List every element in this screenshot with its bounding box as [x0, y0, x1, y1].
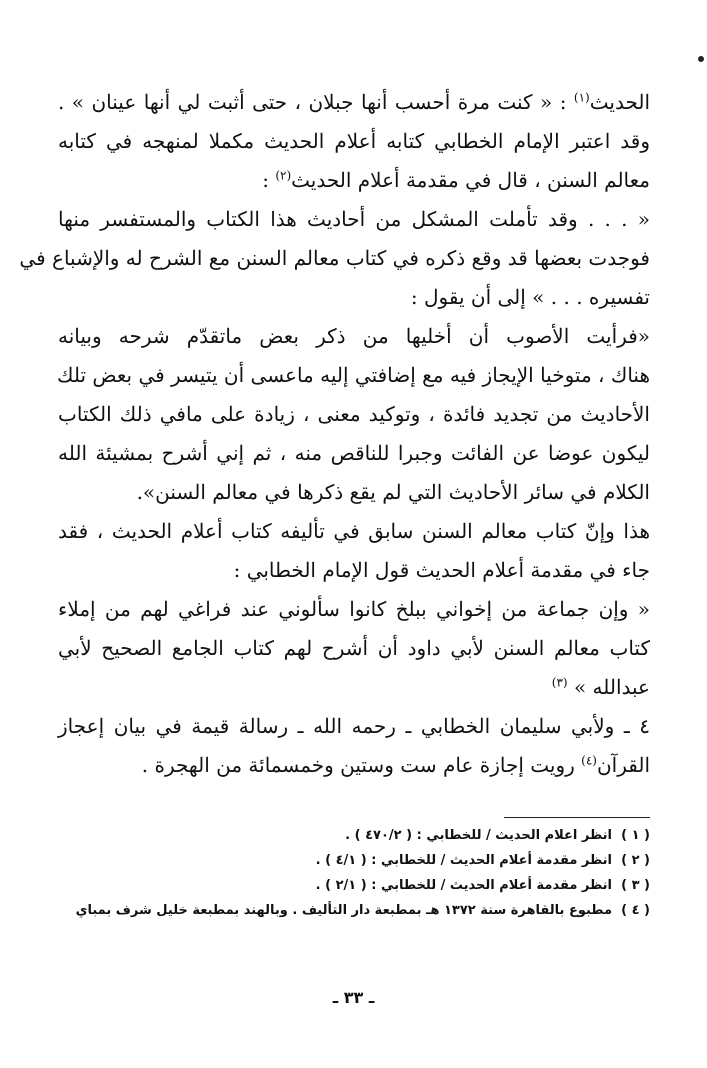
footnote-text: مطبوع بالقاهرة سنة ١٣٧٢ هـ بمطبعة دار التأليف . وبالهند بمطبعة خليل شرف بمباي: [75, 903, 612, 918]
text-line-4: « . . . وقد تأملت المشكل من أحاديث هذا الكتاب والمستفسر منها: [58, 207, 650, 231]
footnote-number: ( ٢ ): [621, 853, 650, 868]
footnote-divider: [504, 817, 650, 818]
footnote-number: ( ٣ ): [621, 878, 650, 893]
text-line-8: هناك ، متوخيا الإيجاز فيه مع إضافتي إليه ماعسى أن يتيسر في بعض تلك: [56, 363, 650, 387]
text-line-3: معالم السنن ، قال في مقدمة أعلام الحديث$^{(٢)}$ :: [262, 168, 650, 192]
text-line-6: تفسيره . . . » إلى أن يقول :: [410, 285, 650, 309]
text-line-18: القرآن$^{(٤)}$ رويت إجازة عام ست وستين وخمسمائة من الهجرة .: [141, 753, 650, 777]
text-line-2: وقد اعتبر الإمام الخطابي كتابه أعلام الحديث مكملا لمنهجه في كتابه: [58, 129, 651, 153]
footnote-4: [40, 901, 650, 921]
margin-dot: [698, 56, 704, 62]
text-line-7: «فرأيت الأصوب أن أخليها من ذكر بعض ماتقدّم شرحه وبيانه: [58, 324, 650, 348]
footnote-1: [40, 826, 650, 846]
text-line-12: هذا وإنّ كتاب معالم السنن سابق في تأليفه كتاب أعلام الحديث ، فقد: [58, 519, 650, 543]
footnote-ref-1: (١): [573, 90, 590, 105]
footnote-number: ( ١ ): [621, 828, 650, 843]
text-line-11: الكلام في سائر الأحاديث التي لم يقع ذكرها في معالم السنن».: [136, 480, 650, 504]
text-line-9: الأحاديث من تجديد فائدة ، وتوكيد معنى ، زيادة على مافي ذلك الكتاب: [58, 402, 650, 426]
text-line-15: كتاب معالم السنن لأبي داود أن أشرح لهم كتاب الجامع الصحيح لأبي: [58, 636, 650, 660]
footnote-text: انظر مقدمة أعلام الحديث / للخطابي : ( ٢/١ ) .: [315, 878, 612, 893]
footnote-number: ( ٤ ): [621, 903, 650, 918]
footnote-text: انظر مقدمة أعلام الحديث / للخطابي : ( ٤/١ ) .: [315, 853, 612, 868]
text-line-16: عبدالله » $^{(٣)}$: [551, 675, 650, 699]
footnote-ref-2: (٢): [275, 168, 292, 183]
text-line-17: ٤ ـ ولأبي سليمان الخطابي ـ رحمه الله ـ رسالة قيمة في بيان إعجاز: [58, 714, 650, 738]
footnote-ref-4: (٤): [581, 753, 597, 768]
text-line-5: فوجدت بعضها قد وقع ذكره في كتاب معالم السنن مع الشرح له والإشباع في: [19, 246, 650, 270]
text-line-14: « وإن جماعة من إخواني ببلخ كانوا سألوني عند فراغي لهم من إملاء: [58, 597, 650, 621]
page-number: ـ ٣٣ ـ: [332, 988, 375, 1007]
footnote-ref-3: (٣): [551, 675, 568, 690]
text-line-13: جاء في مقدمة أعلام الحديث قول الإمام الخطابي :: [233, 558, 650, 582]
footnote-2: [40, 851, 650, 871]
footnote-text: انظر اعلام الحديث / للخطابي : ( ٤٧٠/٢ ) .: [345, 828, 612, 843]
footnote-3: [40, 876, 650, 896]
text-line-1: الحديث$^{(١)}$ : « كنت مرة أحسب أنها جبلان ، حتى أثبت لي أنها عينان » .: [58, 90, 650, 114]
text-line-10: ليكون عوضا عن الفائت وجبرا للناقص منه ، ثم إني أشرح بمشيئة الله: [58, 441, 650, 465]
